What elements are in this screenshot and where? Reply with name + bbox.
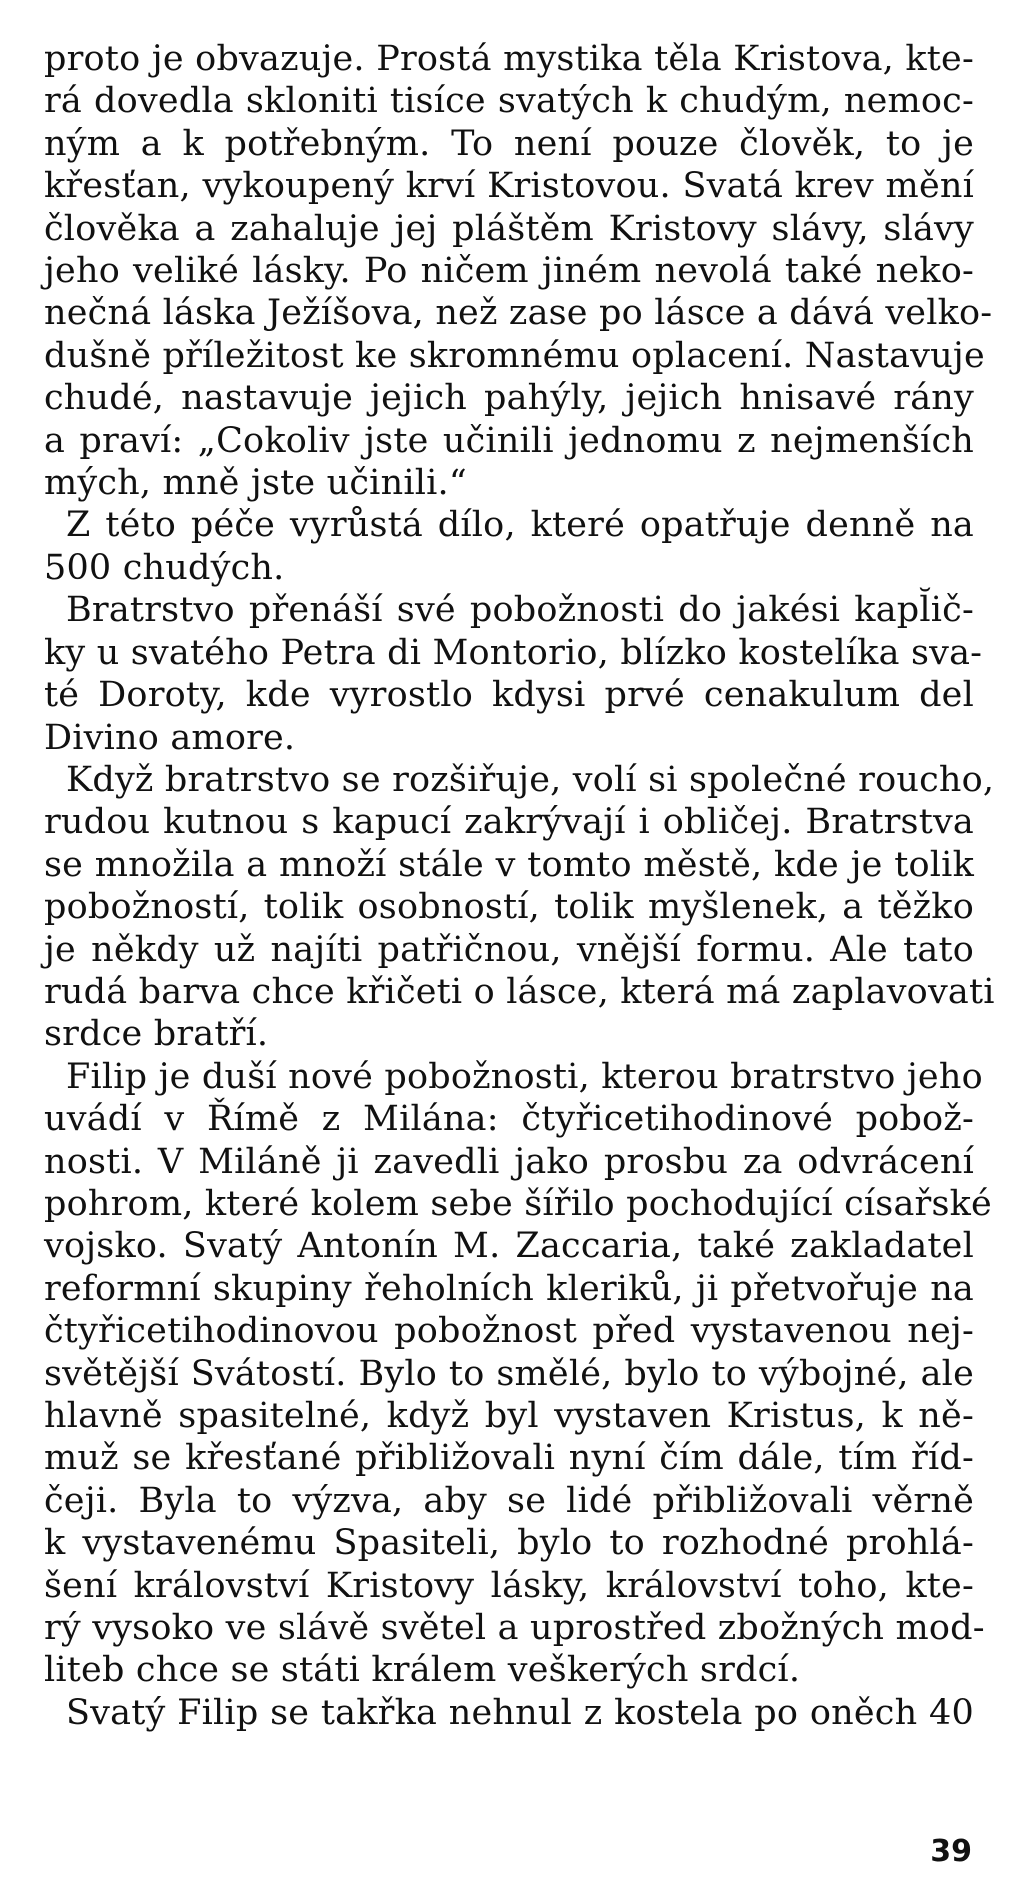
paragraph-5 <box>44 1056 992 1692</box>
text-line: je někdy už najíti patřičnou, vnější formu. Ale tato <box>44 929 974 970</box>
text-line: k vystavenému Spasiteli, bylo to rozhodné prohlá- <box>44 1523 974 1564</box>
text-line: Z této péče vyrůstá dílo, které opatřuje denně na <box>66 505 974 546</box>
text-line: Divino amore. <box>44 717 296 758</box>
text-line: nosti. V Miláně ji zavedli jako prosbu za odvrácení <box>44 1141 974 1182</box>
text-line: vojsko. Svatý Antonín M. Zaccaria, také zakladatel <box>44 1226 974 1267</box>
text-line: té Doroty, kde vyrostlo kdysi prvé cenakulum del <box>44 675 974 716</box>
text-line: pobožností, tolik osobností, tolik myšlenek, a těžko <box>44 887 974 928</box>
text-line: rudá barva chce křičeti o lásce, která má zaplavovati <box>44 971 995 1012</box>
page-body <box>44 38 995 1734</box>
text-line: nečná láska Ježíšova, než zase po lásce a dává velko- <box>44 293 993 334</box>
text-line: mých, mně jste učinili.“ <box>44 463 467 504</box>
text-line: rá dovedla skloniti tisíce svatých k chudým, nemoc- <box>44 81 974 122</box>
paragraph-3 <box>44 589 983 759</box>
text-line: se množila a množí stále v tomto městě, kde je tolik <box>44 844 974 885</box>
text-line: uvádí v Římě z Milána: čtyřicetihodinové pobož- <box>44 1099 974 1140</box>
text-line: a praví: „Cokoliv jste učinili jednomu z nejmenších <box>44 420 974 461</box>
text-line: muž se křesťané přibližovali nyní čím dále, tím říd- <box>44 1438 974 1479</box>
text-line: Bratrstvo přenáší své pobožnosti do jakési kapl̆ič- <box>66 590 974 631</box>
text-line: rý vysoko ve slávě světel a uprostřed zbožných mod- <box>44 1608 985 1649</box>
paragraph-4 <box>44 759 995 1056</box>
text-line: ky u svatého Petra di Montorio, blízko kostelíka sva- <box>44 632 983 673</box>
text-line: čeji. Byla to výzva, aby se lidé přibližovali věrně <box>44 1480 974 1521</box>
text-line: liteb chce se státi králem veškerých srdcí. <box>44 1650 801 1691</box>
text-line: reformní skupiny řeholních kleriků, ji přetvořuje na <box>44 1268 974 1309</box>
paragraph-2 <box>44 504 974 589</box>
text-line: čtyřicetihodinovou pobožnost před vystavenou nej- <box>44 1311 974 1352</box>
text-line: šení království Kristovy lásky, království toho, kte- <box>44 1565 974 1606</box>
text-line: ným a k potřebným. To není pouze člověk, to je <box>44 123 974 164</box>
text-line: Svatý Filip se takřka nehnul z kostela po oněch 40 <box>66 1692 974 1733</box>
text-line: hlavně spasitelné, když byl vystaven Kristus, k ně- <box>44 1396 974 1436</box>
text-line: Když bratrstvo se rozšiřuje, volí si společné roucho, <box>66 759 995 800</box>
text-line: 500 chudých. <box>44 547 285 588</box>
text-line: proto je obvazuje. Prostá mystika těla Kristova, kte- <box>44 39 974 79</box>
text-line: Filip je duší nové pobožnosti, kterou bratrstvo jeho <box>66 1056 983 1097</box>
text-line: rudou kutnou s kapucí zakrývají i obličej. Bratrstva <box>44 802 974 843</box>
text-line: světější Svátostí. Bylo to smělé, bylo to výbojné, ale <box>44 1353 974 1394</box>
paragraph-6 <box>44 1692 974 1734</box>
text-line: člověka a zahaluje jej pláštěm Kristovy slávy, slávy <box>44 208 974 249</box>
text-line: dušně příležitost ke skromnému oplacení. Nastavuje <box>44 335 985 376</box>
page-number: 39 <box>930 1834 972 1869</box>
text-line: srdce bratří. <box>44 1014 269 1055</box>
paragraph-1 <box>44 38 993 504</box>
text-line: křesťan, vykoupený krví Kristovou. Svatá krev mění <box>44 166 974 207</box>
text-line: chudé, nastavuje jejich pahýly, jejich hnisavé rány <box>44 378 974 419</box>
text-line: pohrom, které kolem sebe šířilo pochodující císařské <box>44 1183 992 1224</box>
text-line: jeho veliké lásky. Po ničem jiném nevolá také neko- <box>44 251 974 292</box>
